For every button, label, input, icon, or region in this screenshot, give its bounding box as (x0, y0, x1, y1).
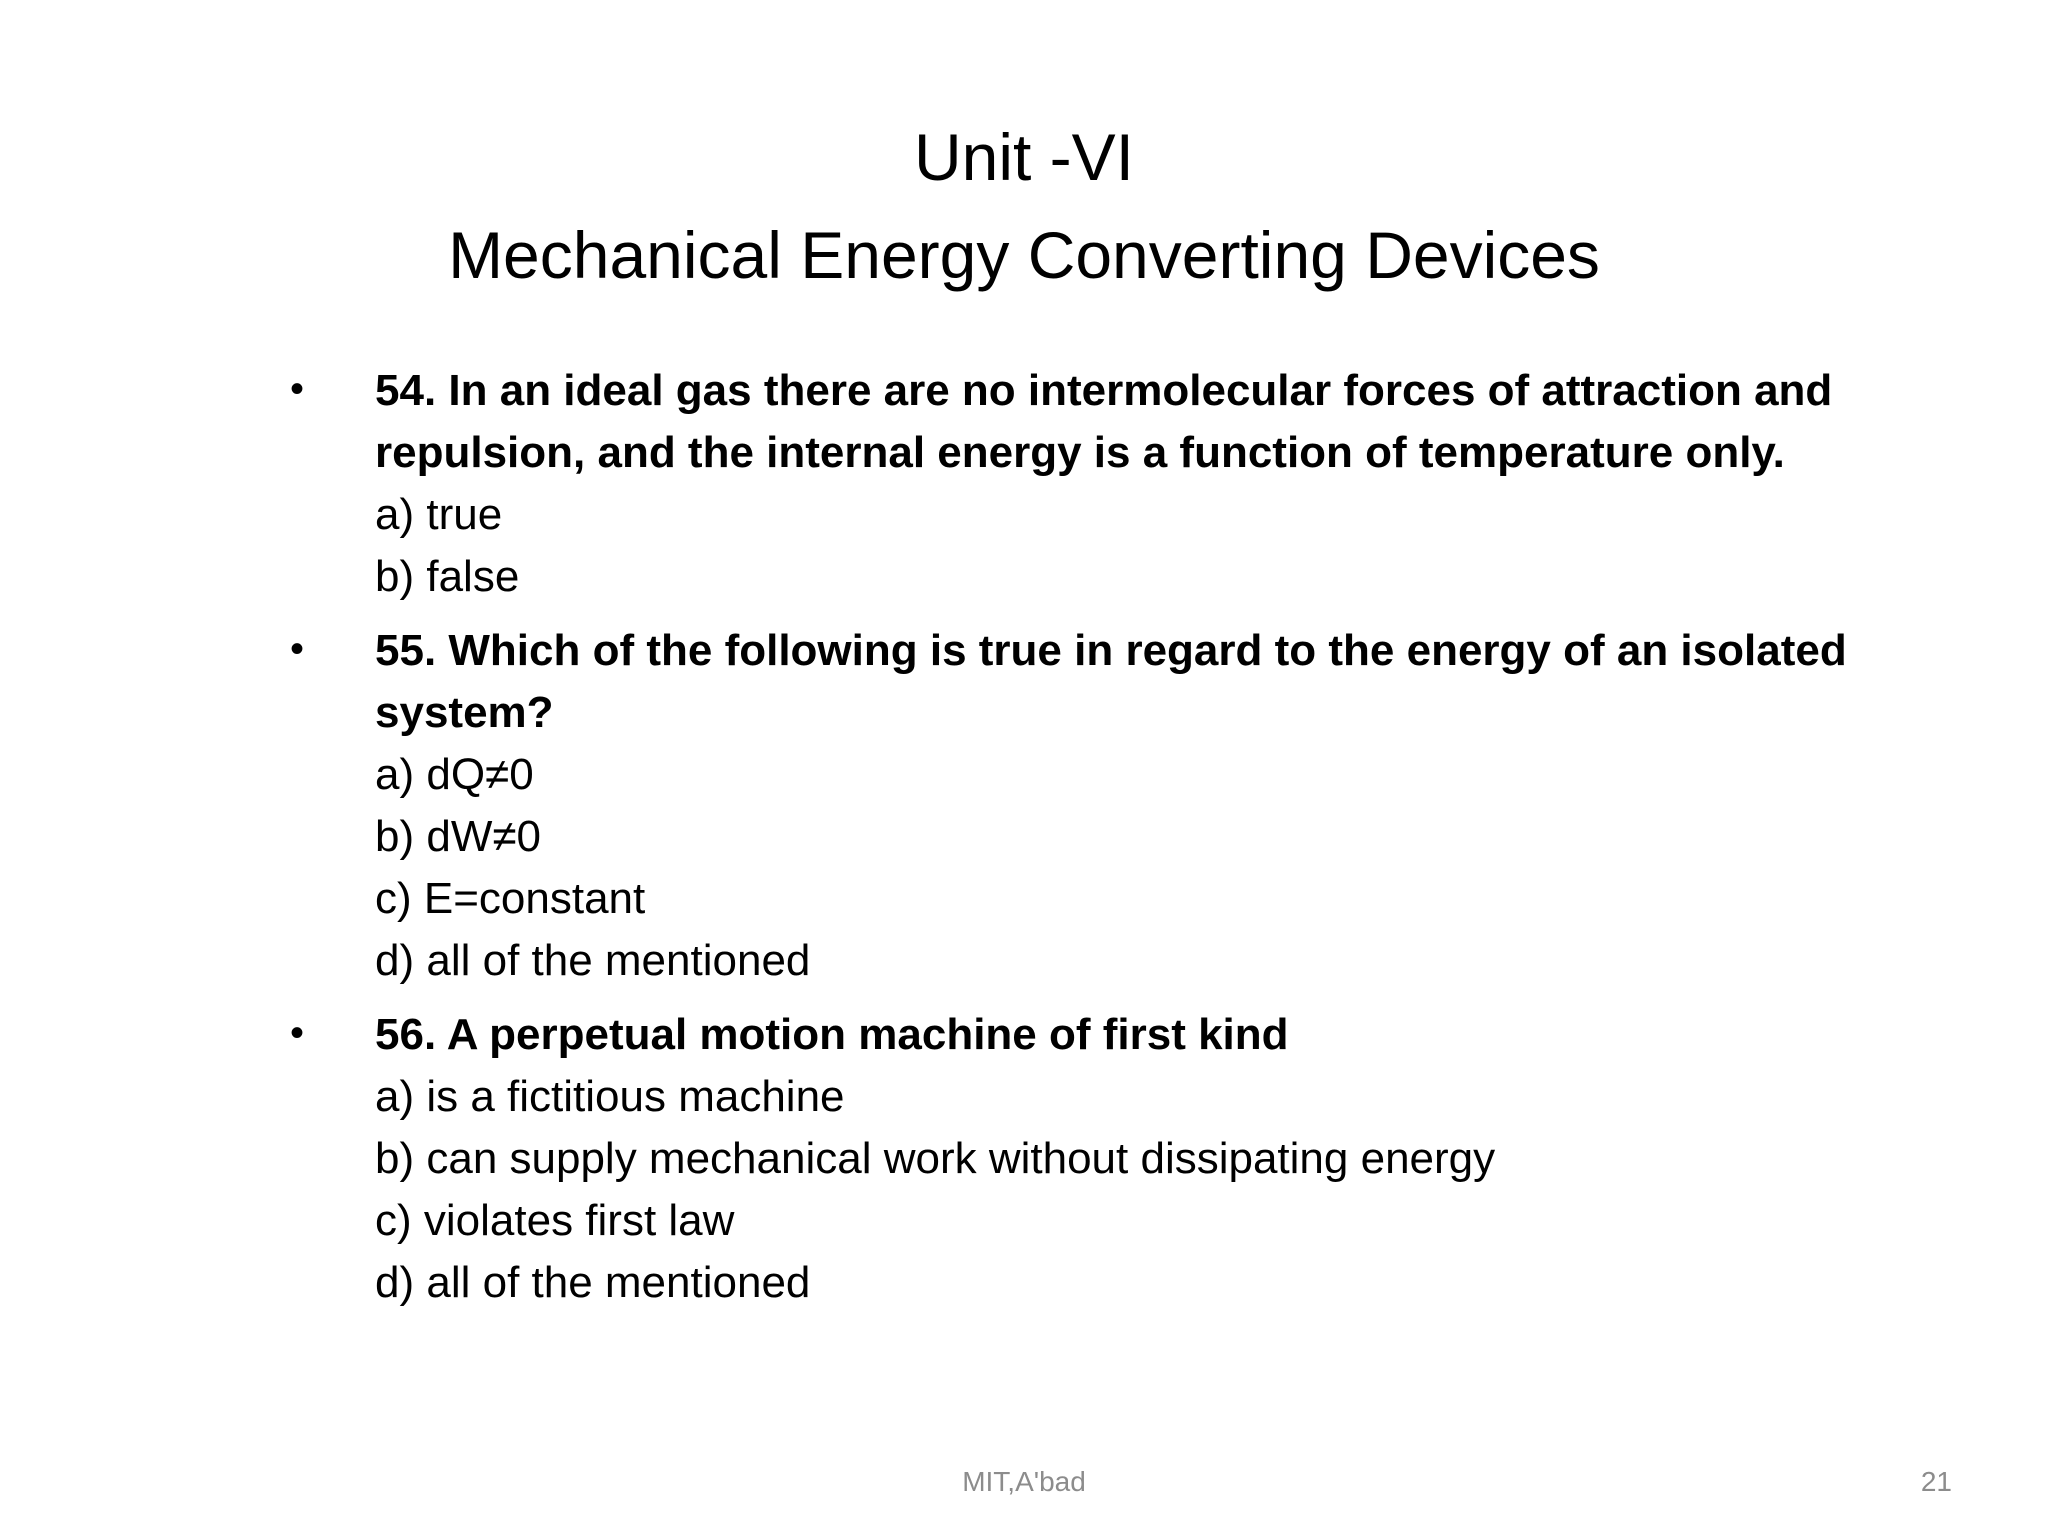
option-d: d) all of the mentioned (375, 936, 811, 985)
footer-text: MIT,A'bad (962, 1466, 1086, 1497)
title-line-1: Unit -VI (913, 120, 1135, 194)
option-c: c) violates first law (375, 1196, 735, 1245)
option-a: a) is a fictitious machine (375, 1072, 845, 1121)
page-number: 21 (1920, 1466, 1952, 1497)
slide-title (0, 108, 2048, 304)
option-c: c) E=constant (375, 874, 646, 923)
bullet-icon: • (290, 367, 305, 411)
option-b: b) false (375, 552, 520, 601)
option-a: a) dQ≠0 (375, 750, 534, 799)
question-55 (290, 620, 1930, 992)
option-b: b) can supply mechanical work without dissipating energy (375, 1134, 1496, 1183)
bullet-icon: • (290, 1011, 305, 1055)
question-54 (290, 360, 1930, 608)
question-text: 54. In an ideal gas there are no intermolecular forces of attraction and repulsion, and the internal energy is a function of temperature only. (375, 366, 1833, 477)
option-d: d) all of the mentioned (375, 1258, 811, 1307)
question-56 (290, 1004, 1930, 1314)
question-list (290, 360, 1930, 1326)
option-b: b) dW≠0 (375, 812, 541, 861)
option-a: a) true (375, 490, 503, 539)
bullet-icon: • (290, 627, 305, 671)
title-line-2: Mechanical Energy Converting Devices (448, 218, 1600, 292)
question-text: 55. Which of the following is true in regard to the energy of an isolated system? (375, 626, 1847, 737)
question-text: 56. A perpetual motion machine of first kind (375, 1010, 1289, 1059)
